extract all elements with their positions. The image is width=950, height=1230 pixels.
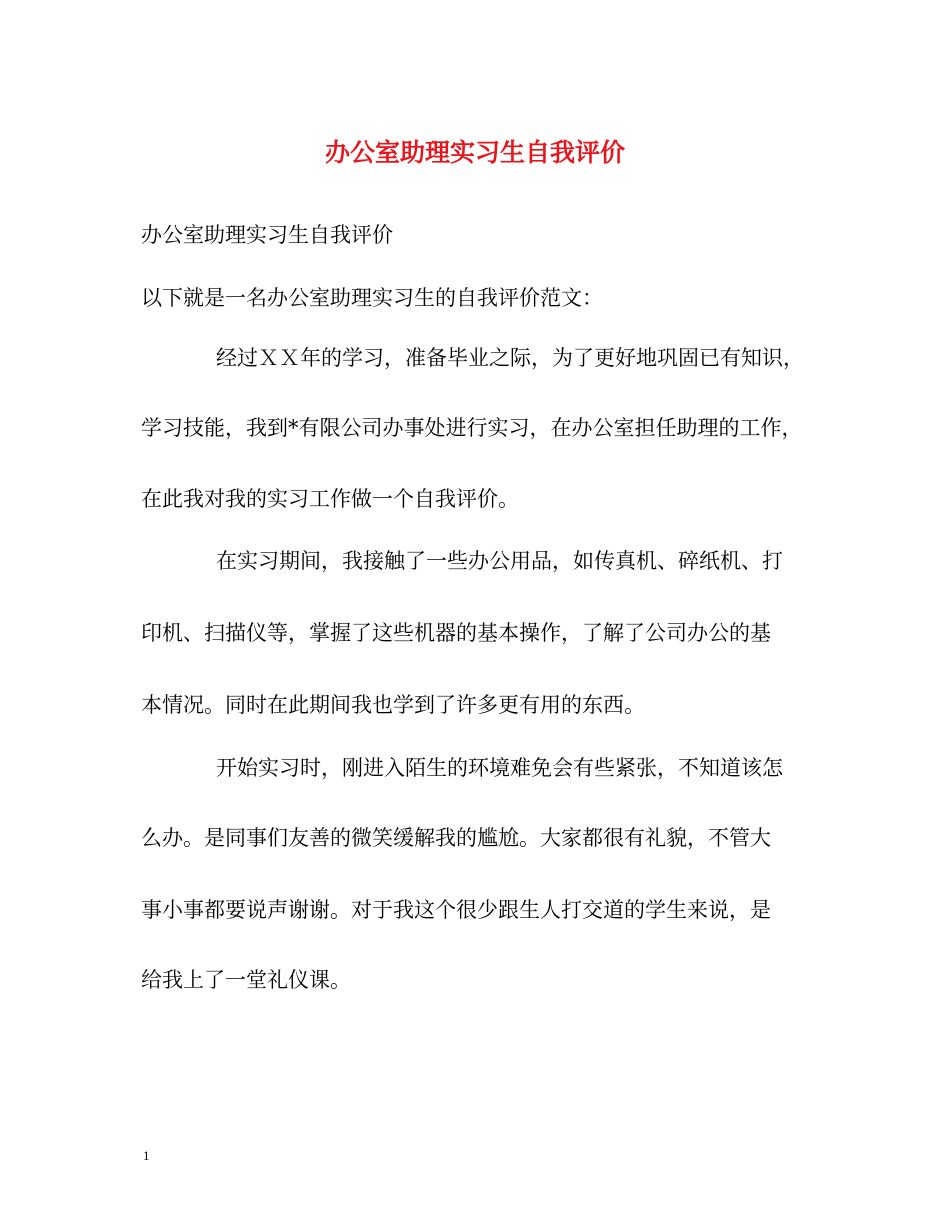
- paragraph-1-line-3: 在此我对我的实习工作做一个自我评价。: [141, 487, 519, 511]
- paragraph-2-line-1: 在实习期间，我接触了一些办公用品，如传真机、碎纸机、打: [216, 549, 783, 573]
- page-number: 1: [143, 1148, 150, 1163]
- paragraph-2-line-2: 印机、扫描仪等，掌握了这些机器的基本操作，了解了公司办公的基: [141, 621, 771, 645]
- document-subtitle: 办公室助理实习生自我评价: [141, 223, 393, 247]
- paragraph-1-line-2: 学习技能，我到*有限公司办事处进行实习，在办公室担任助理的工作，: [141, 416, 803, 440]
- paragraph-3-line-2: 么办。是同事们友善的微笑缓解我的尴尬。大家都很有礼貌，不管大: [141, 826, 771, 850]
- paragraph-2-line-3: 本情况。同时在此期间我也学到了许多更有用的东西。: [141, 693, 645, 717]
- intro-line: 以下就是一名办公室助理实习生的自我评价范文：: [141, 286, 603, 310]
- paragraph-3-line-3: 事小事都要说声谢谢。对于我这个很少跟生人打交道的学生来说，是: [141, 898, 771, 922]
- document-title: 办公室助理实习生自我评价: [324, 138, 625, 167]
- paragraph-1-line-1: 经过ＸＸ年的学习，准备毕业之际，为了更好地巩固已有知识，: [216, 346, 804, 370]
- paragraph-3-line-1: 开始实习时，刚进入陌生的环境难免会有些紧张，不知道该怎: [216, 756, 783, 780]
- paragraph-3-line-4: 给我上了一堂礼仪课。: [141, 968, 351, 992]
